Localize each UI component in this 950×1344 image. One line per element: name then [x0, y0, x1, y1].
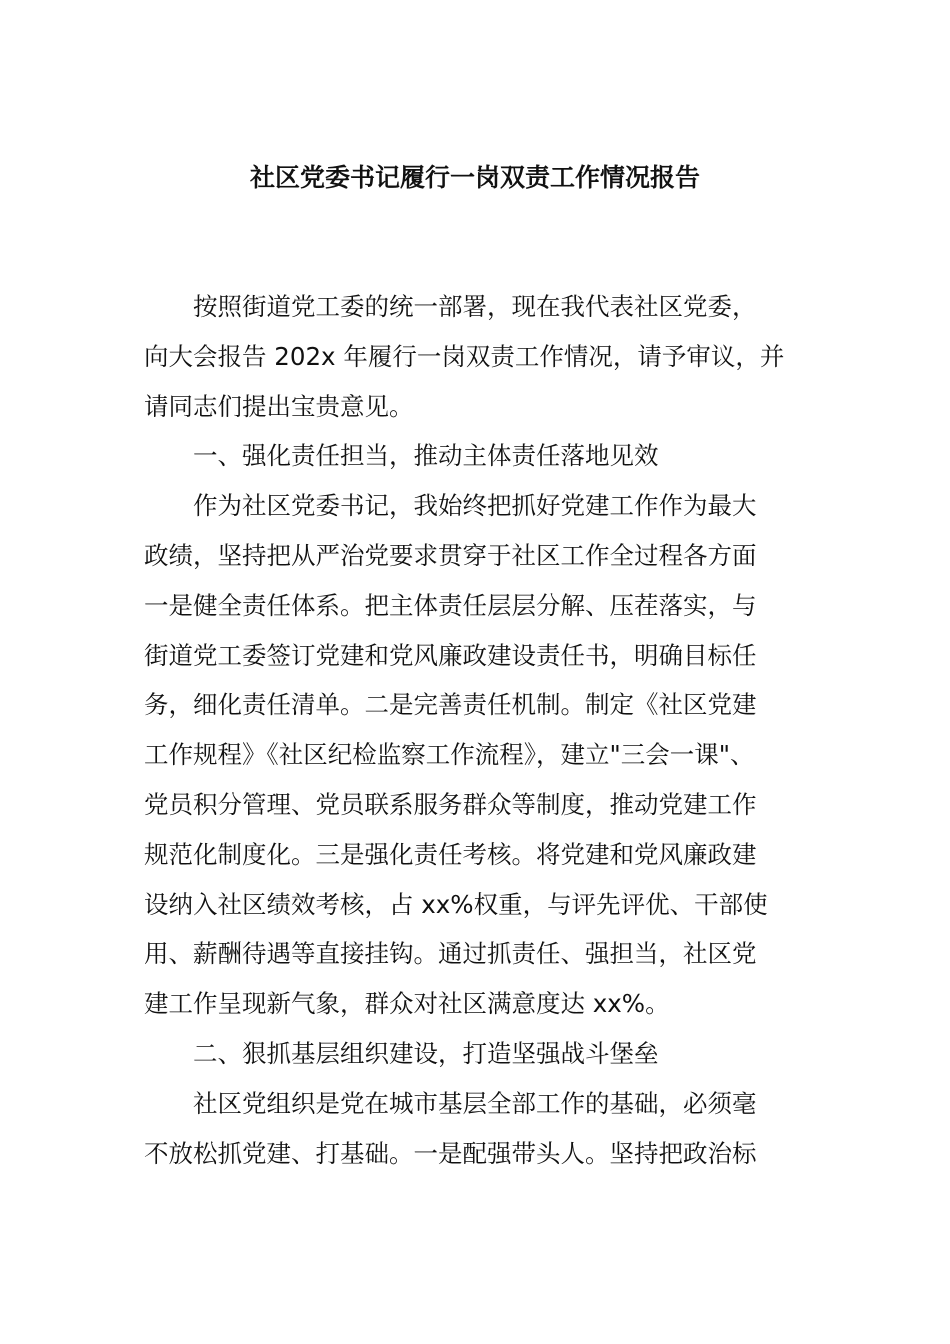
- paragraph-line: 一是健全责任体系。把主体责任层层分解、压茬落实，与: [144, 590, 757, 620]
- paragraph-line: 街道党工委签订党建和党风廉政建设责任书，明确目标任: [144, 640, 757, 670]
- paragraph-line: 按照街道党工委的统一部署，现在我代表社区党委，: [193, 292, 757, 321]
- document-title: 社区党委书记履行一岗双责工作情况报告: [249, 163, 700, 192]
- paragraph-line: 政绩，坚持把从严治党要求贯穿于社区工作全过程各方面: [144, 540, 757, 570]
- paragraph-line: 工作规程》《社区纪检监察工作流程》，建立"三会一课"、: [144, 740, 755, 770]
- paragraph-line: 规范化制度化。三是强化责任考核。将党建和党风廉政建: [144, 839, 757, 869]
- paragraph-line: 务，细化责任清单。二是完善责任机制。制定《社区党建: [144, 690, 757, 720]
- paragraph-line: 设纳入社区绩效考核，占 xx%权重，与评先评优、干部使: [144, 889, 768, 919]
- document-body: [144, 282, 806, 1178]
- paragraph-line: 作为社区党委书记，我始终把抓好党建工作作为最大: [193, 491, 757, 521]
- paragraph-line: 党员积分管理、党员联系服务群众等制度，推动党建工作: [144, 789, 757, 819]
- paragraph-line: 向大会报告 202x 年履行一岗双责工作情况，请予审议，并: [144, 341, 785, 371]
- paragraph-line: 用、薪酬待遇等直接挂钩。通过抓责任、强担当，社区党: [144, 939, 757, 969]
- section-heading: 二、狠抓基层组织建设，打造坚强战斗堡垒: [193, 1038, 659, 1068]
- section-heading: 一、强化责任担当，推动主体责任落地见效: [193, 441, 659, 471]
- paragraph-line: 不放松抓党建、打基础。一是配强带头人。坚持把政治标: [144, 1138, 757, 1168]
- paragraph-line: 请同志们提出宝贵意见。: [144, 391, 414, 421]
- paragraph-line: 社区党组织是党在城市基层全部工作的基础，必须毫: [193, 1088, 757, 1118]
- paragraph-line: 建工作呈现新气象，群众对社区满意度达 xx%。: [144, 989, 670, 1019]
